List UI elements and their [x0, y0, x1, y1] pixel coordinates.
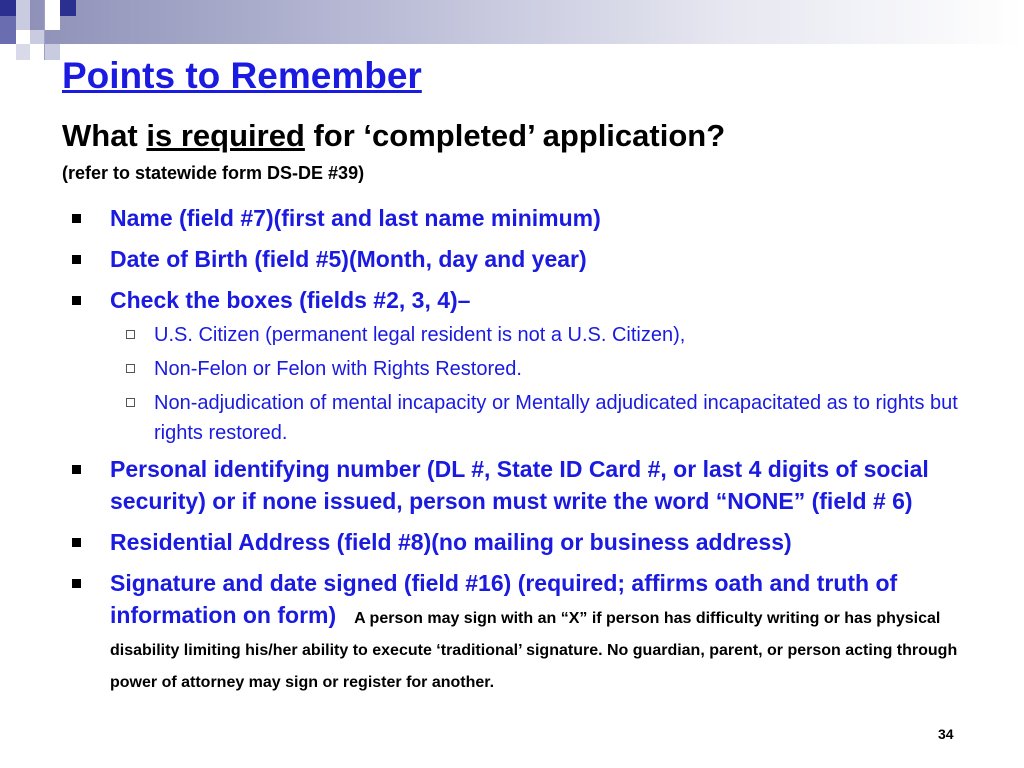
decorative-square [0, 0, 16, 16]
bullet-item-residential-address [70, 526, 970, 558]
sub-item-text: Non-adjudication of mental incapacity or Mentally adjudicated incapacitated as to rights but rights restored. [154, 392, 958, 444]
hollow-square-bullet-icon [126, 364, 135, 373]
decorative-square [30, 30, 44, 44]
bullet-item-name [70, 202, 970, 234]
subtitle-prefix: What [62, 118, 147, 153]
bullet-text: Check the boxes (fields #2, 3, 4)– [110, 287, 471, 313]
bullet-item-check-boxes [70, 284, 970, 448]
sub-item-text: U.S. Citizen (permanent legal resident is not a U.S. Citizen), [154, 324, 686, 346]
sub-item-text: Non-Felon or Felon with Rights Restored. [154, 358, 522, 380]
bullet-text: Name (field #7)(first and last name minimum) [110, 205, 601, 231]
header-gradient-bar [30, 0, 1024, 44]
bullet-text: Signature and date signed (field #16) (required; affirms oath and truth of information on form) [110, 570, 898, 628]
sub-item-citizen [110, 320, 970, 350]
subtitle-emphasis: is required [146, 118, 305, 153]
bullet-item-signature [70, 567, 970, 695]
slide-subtitle [62, 118, 725, 154]
slide-title: Points to Remember [62, 55, 422, 96]
requirements-list [70, 202, 970, 704]
bullet-item-identifying-number [70, 453, 970, 517]
form-reference: (refer to statewide form DS-DE #39) [62, 163, 365, 183]
hollow-square-bullet-icon [126, 398, 135, 407]
decorative-square [16, 0, 30, 30]
sub-item-adjudication [110, 388, 970, 448]
decorative-line [44, 0, 45, 60]
square-bullet-icon [72, 538, 81, 547]
decorative-square [16, 44, 30, 60]
bullet-text: Personal identifying number (DL #, State ID Card #, or last 4 digits of social security) or if none issued, person must write the word “NONE” (field # 6) [110, 456, 929, 514]
checkbox-sublist [110, 320, 970, 448]
decorative-square [0, 16, 16, 44]
bullet-item-date-of-birth [70, 243, 970, 275]
square-bullet-icon [72, 214, 81, 223]
sub-item-felon [110, 354, 970, 384]
square-bullet-icon [72, 579, 81, 588]
decorative-square [60, 0, 76, 16]
subtitle-suffix: for ‘completed’ application? [304, 118, 726, 153]
decorative-square [44, 0, 60, 30]
page-number: 34 [938, 726, 954, 742]
bullet-text: Date of Birth (field #5)(Month, day and year) [110, 246, 587, 272]
signature-note: A person may sign with an “X” if person has difficulty writing or has physical disability limiting his/her ability to execute ‘traditional’ signature. No guardian, parent, or person acting through power of attorney may sign or register for another. [110, 610, 958, 691]
bullet-text: Residential Address (field #8)(no mailing or business address) [110, 529, 792, 555]
square-bullet-icon [72, 296, 81, 305]
hollow-square-bullet-icon [126, 330, 135, 339]
square-bullet-icon [72, 465, 81, 474]
decorative-square [44, 44, 60, 60]
square-bullet-icon [72, 255, 81, 264]
